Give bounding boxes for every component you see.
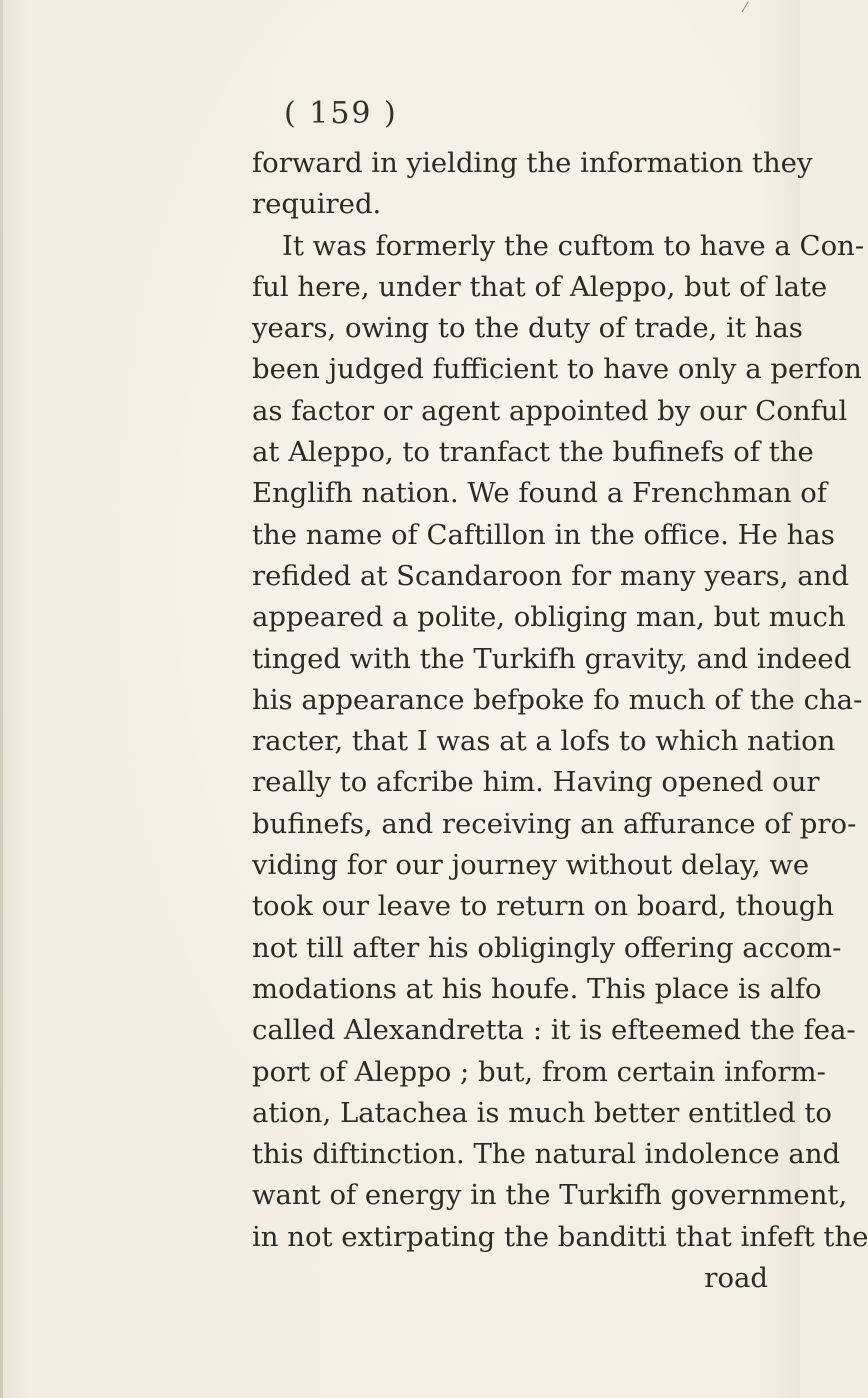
text-line: racter, that I was at a lofs to which nation	[252, 725, 836, 758]
text-line: ation, Latachea is much better entitled to	[252, 1096, 832, 1129]
text-line: his appearance befpoke fo much of the cha-	[252, 683, 863, 716]
text-line: really to afcribe him. Having opened our	[252, 766, 820, 799]
text-line: the name of Caftillon in the office. He has	[252, 518, 835, 551]
text-line: tinged with the Turkifh gravity, and indeed	[252, 642, 852, 675]
text-line: ful here, under that of Aleppo, but of late	[252, 270, 828, 303]
text-line: as factor or agent appointed by our Conful	[252, 394, 848, 427]
text-line: called Alexandretta : it is efteemed the fea-	[252, 1014, 856, 1047]
text-line: took our leave to return on board, though	[252, 890, 835, 923]
catchword: road	[704, 1262, 768, 1295]
text-line: refided at Scandaroon for many years, and	[252, 559, 849, 592]
text-line: appeared a polite, obliging man, but much	[252, 601, 846, 634]
text-line: this diftinction. The natural indolence and	[252, 1138, 841, 1171]
text-line: port of Aleppo ; but, from certain inform-	[252, 1055, 826, 1088]
text-line: modations at his houfe. This place is alfo	[252, 972, 822, 1005]
text-line: years, owing to the duty of trade, it has	[252, 312, 803, 345]
page-number-header: ( 159 )	[284, 96, 398, 131]
text-line: required.	[252, 188, 382, 221]
body-text	[252, 143, 868, 1299]
text-line: bufinefs, and receiving an affurance of pro-	[252, 807, 857, 840]
text-line: forward in yielding the information they	[252, 147, 813, 179]
text-line: not till after his obligingly offering accom-	[252, 931, 842, 964]
corner-pencil-mark: ⁄	[744, 0, 747, 16]
text-line: at Aleppo, to tranfact the bufinefs of the	[252, 436, 814, 469]
text-line: It was formerly the cuftom to have a Con-	[282, 229, 865, 262]
text-line: in not extirpating the banditti that infeft the	[252, 1220, 868, 1253]
text-line: viding for our journey without delay, we	[252, 849, 810, 882]
text-line: want of energy in the Turkifh government,	[252, 1179, 848, 1212]
page-gutter	[0, 0, 3, 1398]
text-line: been judged fufficient to have only a perfon	[252, 353, 862, 386]
text-line: Englifh nation. We found a Frenchman of	[252, 477, 827, 510]
